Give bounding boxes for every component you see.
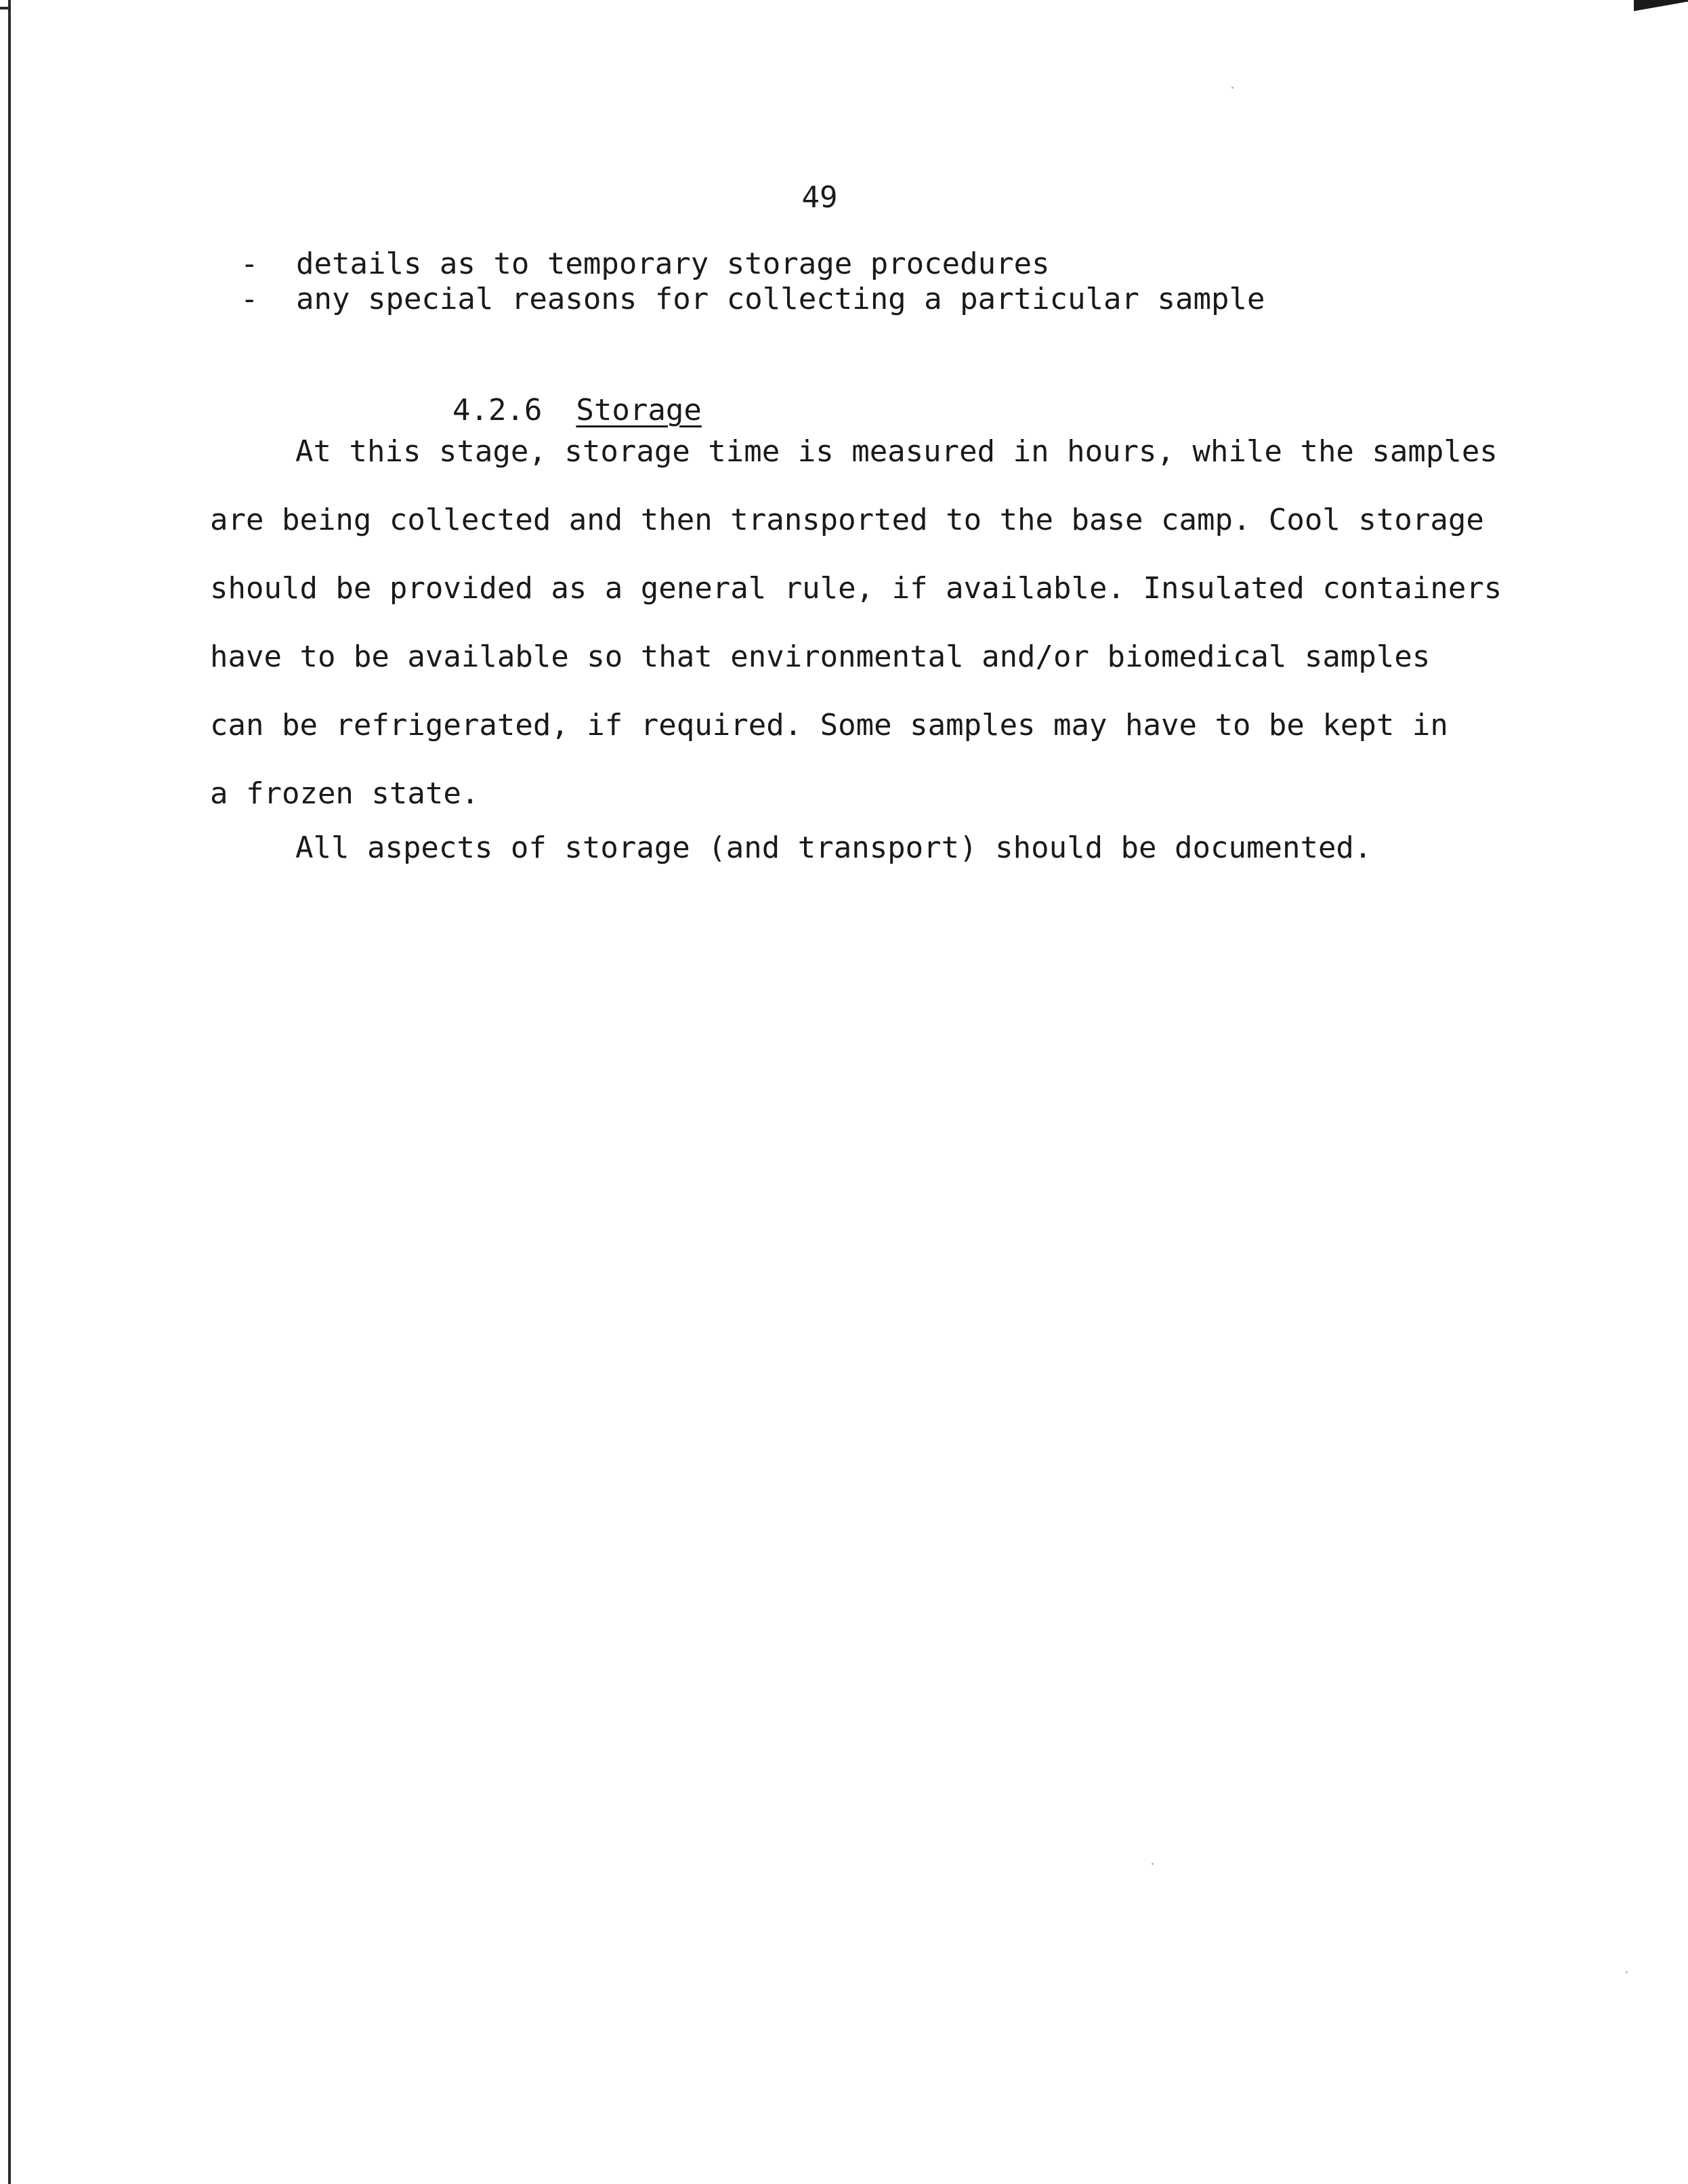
bullet-text: any special reasons for collecting a particular sample (296, 282, 1265, 316)
bullet-marker: - (240, 247, 259, 281)
bullet-list (240, 247, 1265, 317)
paragraph-line: have to be available so that environmental and/or biomedical samples (210, 639, 1431, 674)
scan-speck (1626, 1971, 1628, 1973)
body-paragraph (210, 417, 1502, 828)
section-title: Storage (576, 393, 702, 427)
bullet-text: details as to temporary storage procedures (296, 247, 1050, 281)
paragraph-line: are being collected and then transported to the base camp. Cool storage (210, 503, 1484, 537)
page-number: 49 (801, 180, 838, 215)
paragraph-line: should be provided as a general rule, if available. Insulated containers (210, 571, 1502, 606)
scan-speck (1152, 1863, 1154, 1865)
list-item (240, 247, 1265, 282)
scan-edge-tick (0, 7, 11, 9)
bullet-marker: - (240, 282, 259, 316)
paragraph-line: can be refrigerated, if required. Some samples may have to be kept in (210, 708, 1448, 742)
paragraph-line: a frozen state. (210, 776, 480, 811)
section-number: 4.2.6 (452, 393, 543, 427)
scan-edge-left (8, 0, 11, 2184)
scan-speck (1231, 87, 1233, 89)
list-item (240, 282, 1265, 317)
paragraph-line: At this stage, storage time is measured in hours, while the samples (295, 434, 1498, 469)
scan-edge-corner (1634, 0, 1688, 15)
closing-paragraph: All aspects of storage (and transport) should be documented. (295, 831, 1372, 865)
